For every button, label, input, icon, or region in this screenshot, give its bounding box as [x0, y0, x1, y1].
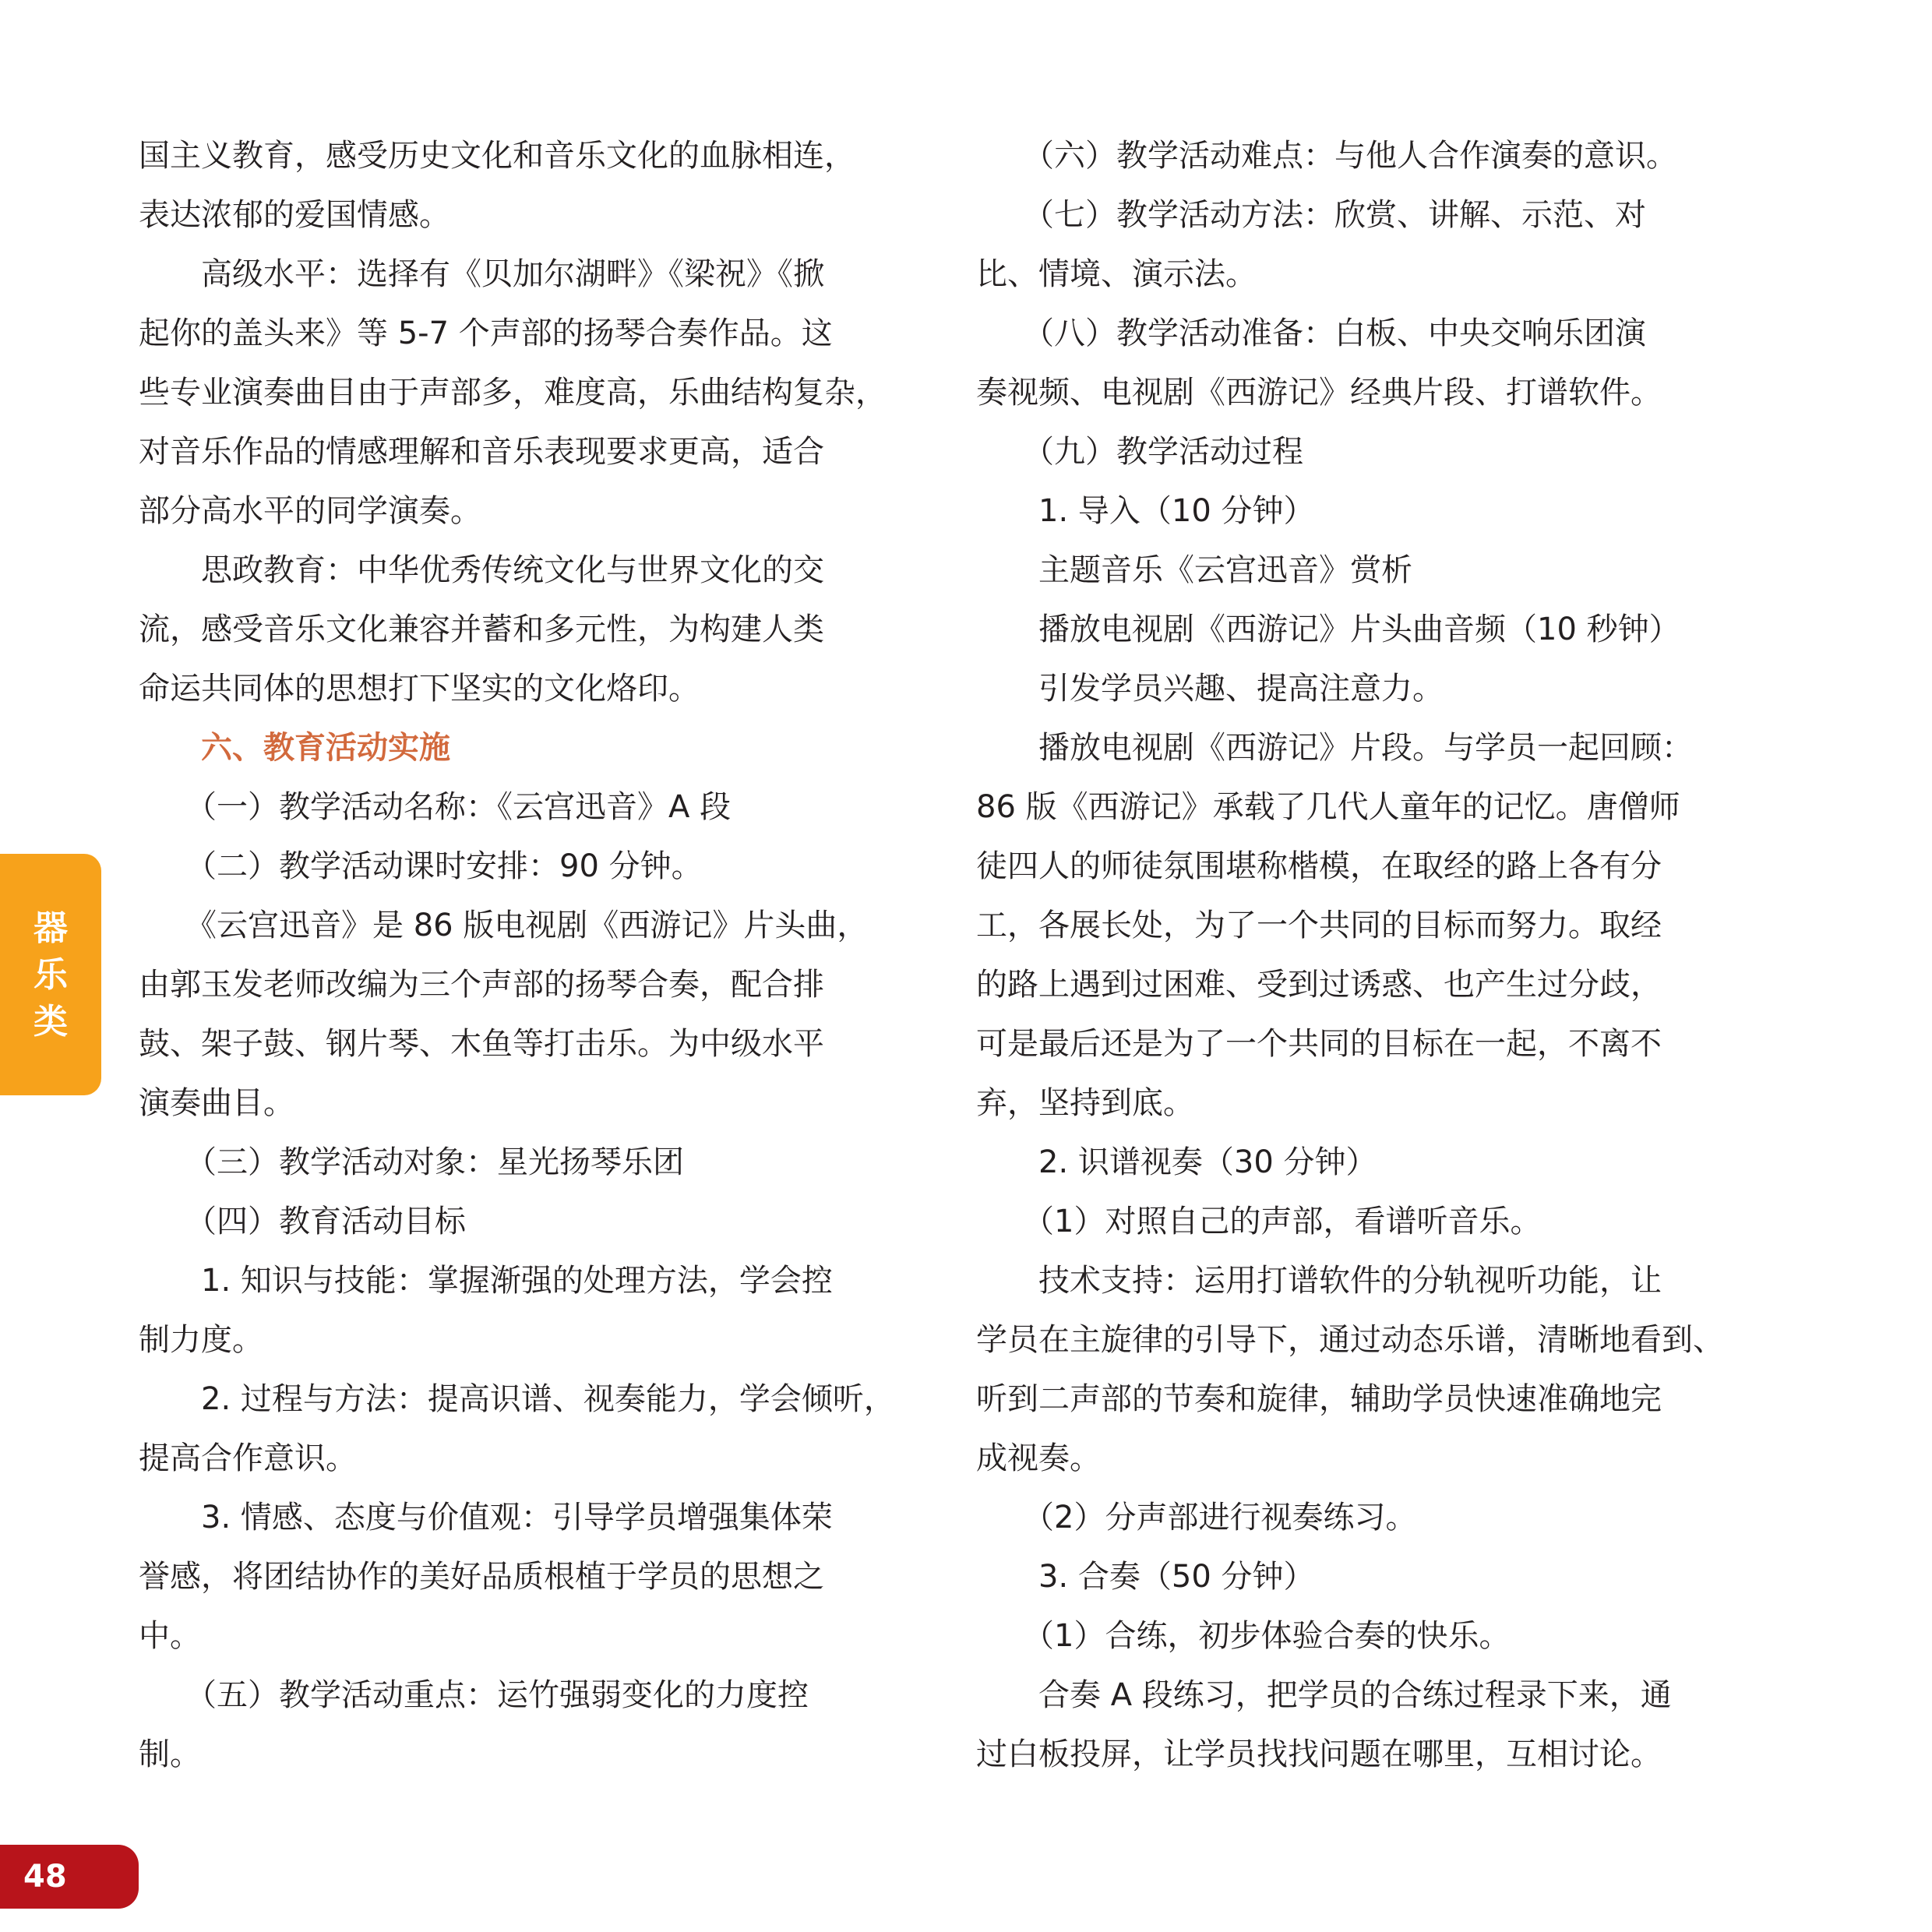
text-line: 演奏曲目。: [139, 1085, 294, 1121]
text-line: （四）教育活动目标: [185, 1204, 466, 1239]
text-line: （2）分声部进行视奏练习。: [1023, 1500, 1417, 1535]
text-line: 中。: [139, 1618, 201, 1654]
text-line: （九）教学活动过程: [1023, 434, 1303, 470]
text-line: （二）教学活动课时安排：90 分钟。: [185, 848, 703, 884]
text-line: （五）教学活动重点：运竹强弱变化的力度控: [185, 1677, 809, 1713]
text-line: 部分高水平的同学演奏。: [139, 493, 481, 529]
text-line: （1）合练，初步体验合奏的快乐。: [1023, 1618, 1511, 1654]
side-tab-char: 器: [33, 908, 68, 948]
text-line: 主题音乐《云宫迅音》赏析: [1038, 552, 1412, 588]
text-line: 学员在主旋律的引导下，通过动态乐谱，清晰地看到、: [976, 1322, 1724, 1358]
text-line: 表达浓郁的爱国情感。: [139, 197, 450, 233]
side-tab-char: 类: [33, 1002, 68, 1042]
text-line: 听到二声部的节奏和旋律，辅助学员快速准确地完: [976, 1381, 1662, 1417]
right-text-column: [976, 126, 1724, 1784]
text-line: 的路上遇到过困难、受到过诱惑、也产生过分歧，: [976, 967, 1662, 1003]
text-line: 对音乐作品的情感理解和音乐表现要求更高，适合: [139, 434, 824, 470]
text-line: 流，感受音乐文化兼容并蓄和多元性，为构建人类: [139, 612, 824, 647]
page-number-badge: [0, 1845, 139, 1909]
text-line: 比、情境、演示法。: [976, 256, 1257, 292]
text-line: （七）教学活动方法：欣赏、讲解、示范、对: [1023, 197, 1646, 233]
text-line: 由郭玉发老师改编为三个声部的扬琴合奏，配合排: [139, 967, 824, 1003]
text-line: 些专业演奏曲目由于声部多，难度高，乐曲结构复杂，: [139, 375, 887, 411]
text-line: （八）教学活动准备：白板、中央交响乐团演: [1023, 316, 1646, 351]
left-text-column: [139, 126, 895, 1784]
text-line: 播放电视剧《西游记》片段。与学员一起回顾：: [1038, 730, 1693, 766]
text-line: （一）教学活动名称：《云宫迅音》A 段: [185, 789, 732, 825]
text-line: 提高合作意识。: [139, 1440, 357, 1476]
text-line: 高级水平：选择有《贝加尔湖畔》《梁祝》《掀: [201, 256, 824, 292]
text-line: 引发学员兴趣、提高注意力。: [1038, 671, 1444, 707]
side-tab-char: 乐: [33, 955, 68, 995]
text-line: 技术支持：运用打谱软件的分轨视听功能，让: [1038, 1263, 1662, 1299]
text-line: 1. 知识与技能：掌握渐强的处理方法，学会控: [201, 1263, 833, 1299]
text-line: （六）教学活动难点：与他人合作演奏的意识。: [1023, 138, 1677, 174]
text-line: 《云宫迅音》是 86 版电视剧《西游记》片头曲，: [185, 908, 869, 943]
text-line: （1）对照自己的声部，看谱听音乐。: [1023, 1204, 1542, 1239]
text-line: 2. 过程与方法：提高识谱、视奏能力，学会倾听，: [201, 1381, 895, 1417]
text-line: 可是最后还是为了一个共同的目标在一起，不离不: [976, 1026, 1662, 1062]
text-line: 86 版《西游记》承载了几代人童年的记忆。唐僧师: [976, 789, 1680, 825]
text-line: 1. 导入（10 分钟）: [1038, 493, 1315, 529]
text-line: 3. 情感、态度与价值观：引导学员增强集体荣: [201, 1500, 833, 1535]
text-line: 制力度。: [139, 1322, 263, 1358]
text-line: 成视奏。: [976, 1440, 1101, 1476]
text-line: 3. 合奏（50 分钟）: [1038, 1559, 1315, 1595]
text-line: 思政教育：中华优秀传统文化与世界文化的交: [201, 552, 824, 588]
text-line: 鼓、架子鼓、钢片琴、木鱼等打击乐。为中级水平: [139, 1026, 824, 1062]
text-line: 徒四人的师徒氛围堪称楷模，在取经的路上各有分: [976, 848, 1662, 884]
text-line: 命运共同体的思想打下坚实的文化烙印。: [139, 671, 700, 707]
text-line: （三）教学活动对象：星光扬琴乐团: [185, 1144, 684, 1180]
text-line: 誉感，将团结协作的美好品质根植于学员的思想之: [139, 1559, 824, 1595]
text-line: 起你的盖头来》等 5-7 个声部的扬琴合奏作品。这: [139, 316, 833, 351]
section-side-tab: [0, 854, 101, 1095]
text-line: 国主义教育，感受历史文化和音乐文化的血脉相连，: [139, 138, 855, 174]
text-line: 制。: [139, 1736, 201, 1772]
text-line: 合奏 A 段练习，把学员的合练过程录下来，通: [1038, 1677, 1672, 1713]
text-line: 奏视频、电视剧《西游记》经典片段、打谱软件。: [976, 375, 1662, 411]
section-heading: 六、教育活动实施: [201, 730, 450, 766]
text-line: 工，各展长处，为了一个共同的目标而努力。取经: [976, 908, 1662, 943]
text-line: 弃，坚持到底。: [976, 1085, 1194, 1121]
page-number: 48: [23, 1859, 67, 1895]
text-line: 2. 识谱视奏（30 分钟）: [1038, 1144, 1377, 1180]
text-line: 播放电视剧《西游记》片头曲音频（10 秒钟）: [1038, 612, 1680, 647]
text-line: 过白板投屏，让学员找找问题在哪里，互相讨论。: [976, 1736, 1662, 1772]
